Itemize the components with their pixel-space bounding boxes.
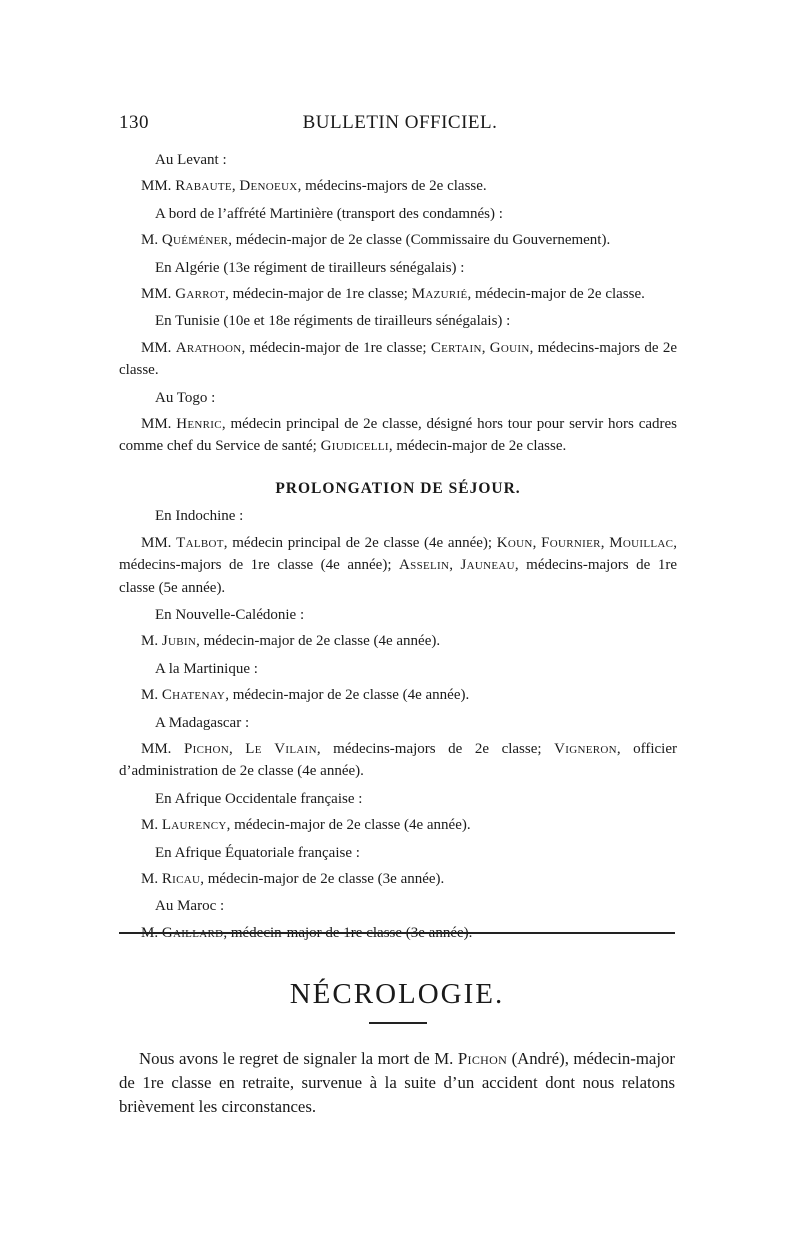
appointment-entry <box>119 532 677 599</box>
text-run: , <box>449 557 461 574</box>
text-run: Nous avons le regret de signaler la mort de M. <box>139 1049 458 1068</box>
appointment-entry <box>119 413 677 458</box>
person-name: Gaillard <box>161 924 224 941</box>
necrologie-paragraph <box>119 1047 675 1119</box>
text-run: , médecin principal de 2e classe, désigné hors tour pour servir hors cadres comme chef du Service de santé; <box>119 416 677 455</box>
title-underline <box>369 1022 427 1024</box>
person-name: Henric <box>176 416 222 433</box>
running-title: BULLETIN OFFICIEL. <box>302 112 498 133</box>
text-run: , médecin-major de 2e classe (Commissaire du Gouvernement). <box>228 232 611 249</box>
location-heading: En Tunisie (10e et 18e régiments de tirailleurs sénégalais) : <box>155 313 511 330</box>
text-run: , médecin-major de 1re classe; <box>225 286 412 303</box>
text-run: , médecin-major de 2e classe (4e année). <box>225 687 470 704</box>
section-divider <box>119 932 675 934</box>
necrologie-title: NÉCROLOGIE. <box>289 978 505 1010</box>
text-run: , médecins-majors de 2e classe. <box>119 339 677 379</box>
text-run: , officier d’administration de 2e classe (4e année). <box>119 740 678 780</box>
text-run: , médecin-major de 1re classe; <box>241 339 431 356</box>
text-run: , médecin-major de 2e classe. <box>388 438 567 455</box>
text-run: M. <box>141 633 162 650</box>
appointment-entry <box>119 814 677 836</box>
appointments-list <box>119 144 677 944</box>
text-run: , <box>600 534 610 551</box>
text-run: MM. <box>141 178 176 195</box>
person-name: Arathoon <box>175 339 242 356</box>
text-run: , <box>481 339 490 356</box>
text-run: , médecins-majors de 1re classe (5e année). <box>119 557 677 596</box>
section-title: PROLONGATION DE SÉJOUR. <box>275 479 521 497</box>
text-run: M. <box>141 817 162 834</box>
person-name: Giudicelli <box>320 438 389 455</box>
person-name: Le Vilain <box>245 740 317 757</box>
text-run: , médecin-major de 2e classe. <box>467 286 645 303</box>
location-heading: A Madagascar : <box>155 714 250 731</box>
text-run: , médecin-major de 2e classe (4e année). <box>196 633 441 650</box>
text-run: , médecin-major de 2e classe (3e année). <box>200 870 445 887</box>
appointment-entry <box>119 868 677 890</box>
text-run: M. <box>141 924 162 941</box>
person-name: Garrot <box>175 286 226 303</box>
text-run: , <box>228 740 246 757</box>
person-name: Rabaute <box>175 178 232 195</box>
text-run: MM. <box>141 534 177 551</box>
text-run: , <box>532 534 542 551</box>
person-name: Pichon <box>183 740 229 757</box>
text-run: MM. <box>141 416 177 433</box>
page-header <box>119 112 681 134</box>
text-run: , médecins-majors de 1re classe (4e année); <box>119 534 677 574</box>
person-name: Chatenay <box>161 687 226 704</box>
text-run: , médecin-major de 1re classe (3e année). <box>223 924 473 941</box>
appointment-entry <box>119 175 677 197</box>
location-heading: En Nouvelle-Calédonie : <box>155 606 305 623</box>
person-name: Denoeux <box>239 178 298 195</box>
appointment-entry <box>119 229 677 251</box>
text-run: , médecin principal de 2e classe (4e année); <box>223 534 497 551</box>
text-run: , médecins-majors de 2e classe. <box>297 178 487 195</box>
location-heading: En Algérie (13e régiment de tirailleurs sénégalais) : <box>155 259 465 276</box>
text-run: , médecin-major de 2e classe (4e année). <box>226 817 471 834</box>
location-heading: A la Martinique : <box>155 660 258 677</box>
person-name: Fournier <box>541 534 601 551</box>
person-name: Jubin <box>161 633 197 650</box>
appointment-entry <box>119 630 677 652</box>
location-heading: A bord de l’affrété Martinière (transport des condamnés) : <box>155 205 503 222</box>
text-run: MM. <box>141 339 176 356</box>
location-heading: Au Levant : <box>155 152 227 168</box>
page-number: 130 <box>119 112 149 133</box>
person-name: Mazurié <box>411 286 468 303</box>
appointment-entry <box>119 337 677 382</box>
text-run: M. <box>141 232 162 249</box>
person-name: Certain <box>430 339 482 356</box>
person-name: Vigneron <box>554 740 617 757</box>
text-run: MM. <box>141 286 176 303</box>
location-heading: En Indochine : <box>155 508 244 525</box>
person-name: Jauneau <box>460 557 515 574</box>
location-heading: Au Maroc : <box>155 898 225 915</box>
text-run: , <box>231 178 240 195</box>
location-heading: Au Togo : <box>155 389 216 406</box>
text-run: , médecins-majors de 2e classe; <box>316 740 555 757</box>
necrologie-text <box>119 1047 675 1119</box>
text-run: MM. <box>141 740 184 757</box>
person-name: Quéméner <box>161 232 229 249</box>
appointment-entry <box>119 684 677 706</box>
location-heading: En Afrique Occidentale française : <box>155 790 363 807</box>
person-name: Laurency <box>161 817 227 834</box>
person-name: Asselin <box>399 557 450 574</box>
text-run: (André), médecin-major de 1re classe en retraite, survenue à la suite d’un accident dont nous relatons brièvement les circonstances. <box>119 1049 675 1116</box>
appointment-entry <box>119 738 677 783</box>
person-name: Koun <box>496 534 533 551</box>
person-name: Mouillac <box>609 534 674 551</box>
location-heading: En Afrique Équatoriale française : <box>155 844 360 861</box>
person-name: Talbot <box>176 534 224 551</box>
person-name: Gouin <box>489 339 530 356</box>
person-name: Pichon <box>457 1049 508 1068</box>
person-name: Ricau <box>161 870 201 887</box>
appointment-entry <box>119 283 677 305</box>
text-run: M. <box>141 870 162 887</box>
text-run: M. <box>141 687 162 704</box>
